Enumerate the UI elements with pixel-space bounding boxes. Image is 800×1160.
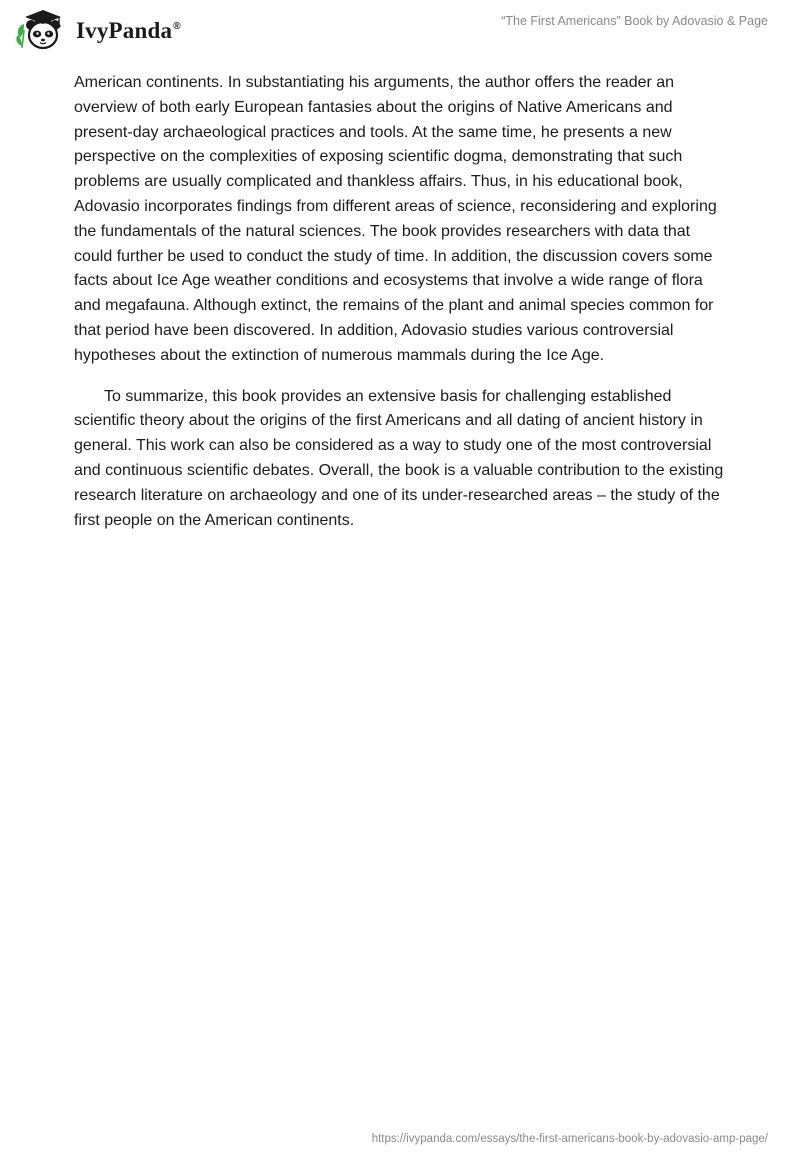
- logo-wordmark: [76, 18, 181, 44]
- paragraph-2: To summarize, this book provides an extensive basis for challenging established scientific theory about the origins of the first Americans and all dating of ancient history in general. This work can also be considered as a way to study one of the most controversial and continuous scientific debates. Overall, the book is a valuable contribution to the existing research literature on archaeology and one of its under-researched areas – the study of the first people on the American continents.: [74, 387, 724, 529]
- registered-mark: ®: [173, 21, 181, 33]
- document-title: “The First Americans” Book by Adovasio & Page: [501, 14, 768, 28]
- essay-body: [74, 71, 726, 549]
- ivypanda-logo[interactable]: [14, 8, 181, 54]
- paragraph-1: American continents. In substantiating his arguments, the author offers the reader an overview of both early European fantasies about the origins of Native Americans and present-day archaeological practices and tools. At the same time, he presents a new perspective on the complexities of exposing scientific dogma, demonstrating that such problems are usually complicated and thankless affairs. Thus, in his educational book, Adovasio incorporates findings from different areas of science, reconsidering and exploring the fundamentals of the natural sciences. The book provides researchers with data that could further be used to conduct the study of time. In addition, the discussion covers some facts about Ice Age weather conditions and ecosystems that involve a wide range of flora and megafauna. Although extinct, the remains of the plant and animal species common for that period have been discovered. In addition, Adovasio studies various controversial hypotheses about the extinction of numerous mammals during the Ice Age.: [74, 74, 717, 364]
- source-url[interactable]: https://ivypanda.com/essays/the-first-americans-book-by-adovasio-amp-page/: [371, 1133, 768, 1145]
- panda-graduate-icon: [14, 8, 70, 54]
- page-header: [0, 0, 800, 60]
- logo-text: IvyPanda: [76, 18, 173, 43]
